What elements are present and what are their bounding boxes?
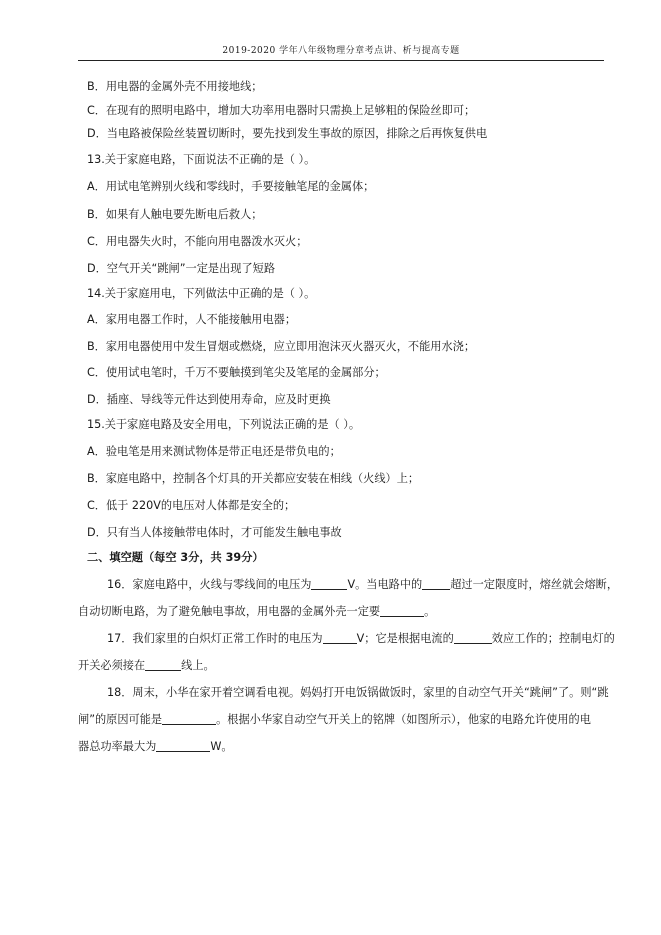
question-14-option-c: C．使用试电笔时，千万不要触摸到笔尖及笔尾的金属部分； bbox=[87, 366, 386, 379]
question-18-line-3: 器总功率最大为 W。 bbox=[78, 740, 233, 753]
question-14-option-d: D．插座、导线等元件达到使用寿命，应及时更换 bbox=[87, 393, 331, 406]
question-14-option-a: A．家用电器工作时，人不能接触用电器； bbox=[87, 313, 297, 326]
answer-blank[interactable] bbox=[311, 578, 347, 590]
question-15-option-b: B．家庭电路中，控制各个灯具的开关都应安装在相线（火线）上； bbox=[87, 472, 420, 485]
question-13-option-c: C．用电器失火时，不能向用电器泼水灭火； bbox=[87, 235, 308, 248]
header-rule bbox=[78, 60, 604, 61]
page-header-title: 2019-2020 学年八年级物理分章考点讲、析与提高专题 bbox=[222, 46, 460, 56]
answer-blank[interactable] bbox=[156, 740, 210, 752]
question-17-line-2: 开关必须接在 线上。 bbox=[78, 659, 215, 672]
question-13-option-a: A．用试电笔辨别火线和零线时，手要接触笔尾的金属体； bbox=[87, 180, 375, 193]
question-17-line-1: 17．我们家里的白炽灯正常工作时的电压为 V；它是根据电流的 效应工作的；控制电灯的 bbox=[107, 632, 615, 645]
question-16-line-1: 16．家庭电路中，火线与零线间的电压为 V。当电路中的 超过一定限度时，熔丝就会熔断， bbox=[107, 578, 619, 591]
option-line: C．在现有的照明电路中，增加大功率用电器时只需换上足够粗的保险丝即可； bbox=[87, 104, 476, 117]
question-13-option-b: B．如果有人触电要先断电后救人； bbox=[87, 208, 263, 221]
answer-blank[interactable] bbox=[323, 632, 357, 644]
question-13-stem: 13.关于家庭电路，下面说法不正确的是（ ）。 bbox=[87, 153, 316, 166]
option-line: D．当电路被保险丝装置切断时，要先找到发生事故的原因，排除之后再恢复供电 bbox=[87, 127, 488, 140]
answer-blank[interactable] bbox=[380, 605, 424, 617]
question-14-option-b: B．家用电器使用中发生冒烟或燃烧，应立即用泡沫灭火器灭火，不能用水浇； bbox=[87, 340, 476, 353]
question-13-option-d: D．空气开关“跳闸”一定是出现了短路 bbox=[87, 262, 276, 275]
question-15-stem: 15.关于家庭电路及安全用电，下列说法正确的是（ ）。 bbox=[87, 418, 361, 431]
question-15-option-a: A．验电笔是用来测试物体是带正电还是带负电的； bbox=[87, 445, 341, 458]
answer-blank[interactable] bbox=[454, 632, 492, 644]
question-18-line-2: 闸”的原因可能是 。根据小华家自动空气开关上的铭牌（如图所示），他家的电路允许使用的电 bbox=[78, 713, 591, 726]
answer-blank[interactable] bbox=[162, 713, 216, 725]
question-18-line-1: 18．周末，小华在家开着空调看电视。妈妈打开电饭锅做饭时，家里的自动空气开关“跳闸”了。则“跳 bbox=[107, 686, 609, 699]
question-15-option-c: C．低于 220V的电压对人体都是安全的； bbox=[87, 499, 296, 512]
question-15-option-d: D．只有当人体接触带电体时，才可能发生触电事故 bbox=[87, 526, 342, 539]
question-14-stem: 14.关于家庭用电，下列做法中正确的是（ ）。 bbox=[87, 287, 316, 300]
question-16-line-2: 自动切断电路，为了避免触电事故，用电器的金属外壳一定要 。 bbox=[78, 605, 436, 618]
answer-blank[interactable] bbox=[145, 659, 181, 671]
section-heading-fill-in: 二、填空题（每空 3分，共 39分） bbox=[87, 551, 264, 564]
answer-blank[interactable] bbox=[422, 578, 450, 590]
option-line: B．用电器的金属外壳不用接地线； bbox=[87, 80, 263, 93]
